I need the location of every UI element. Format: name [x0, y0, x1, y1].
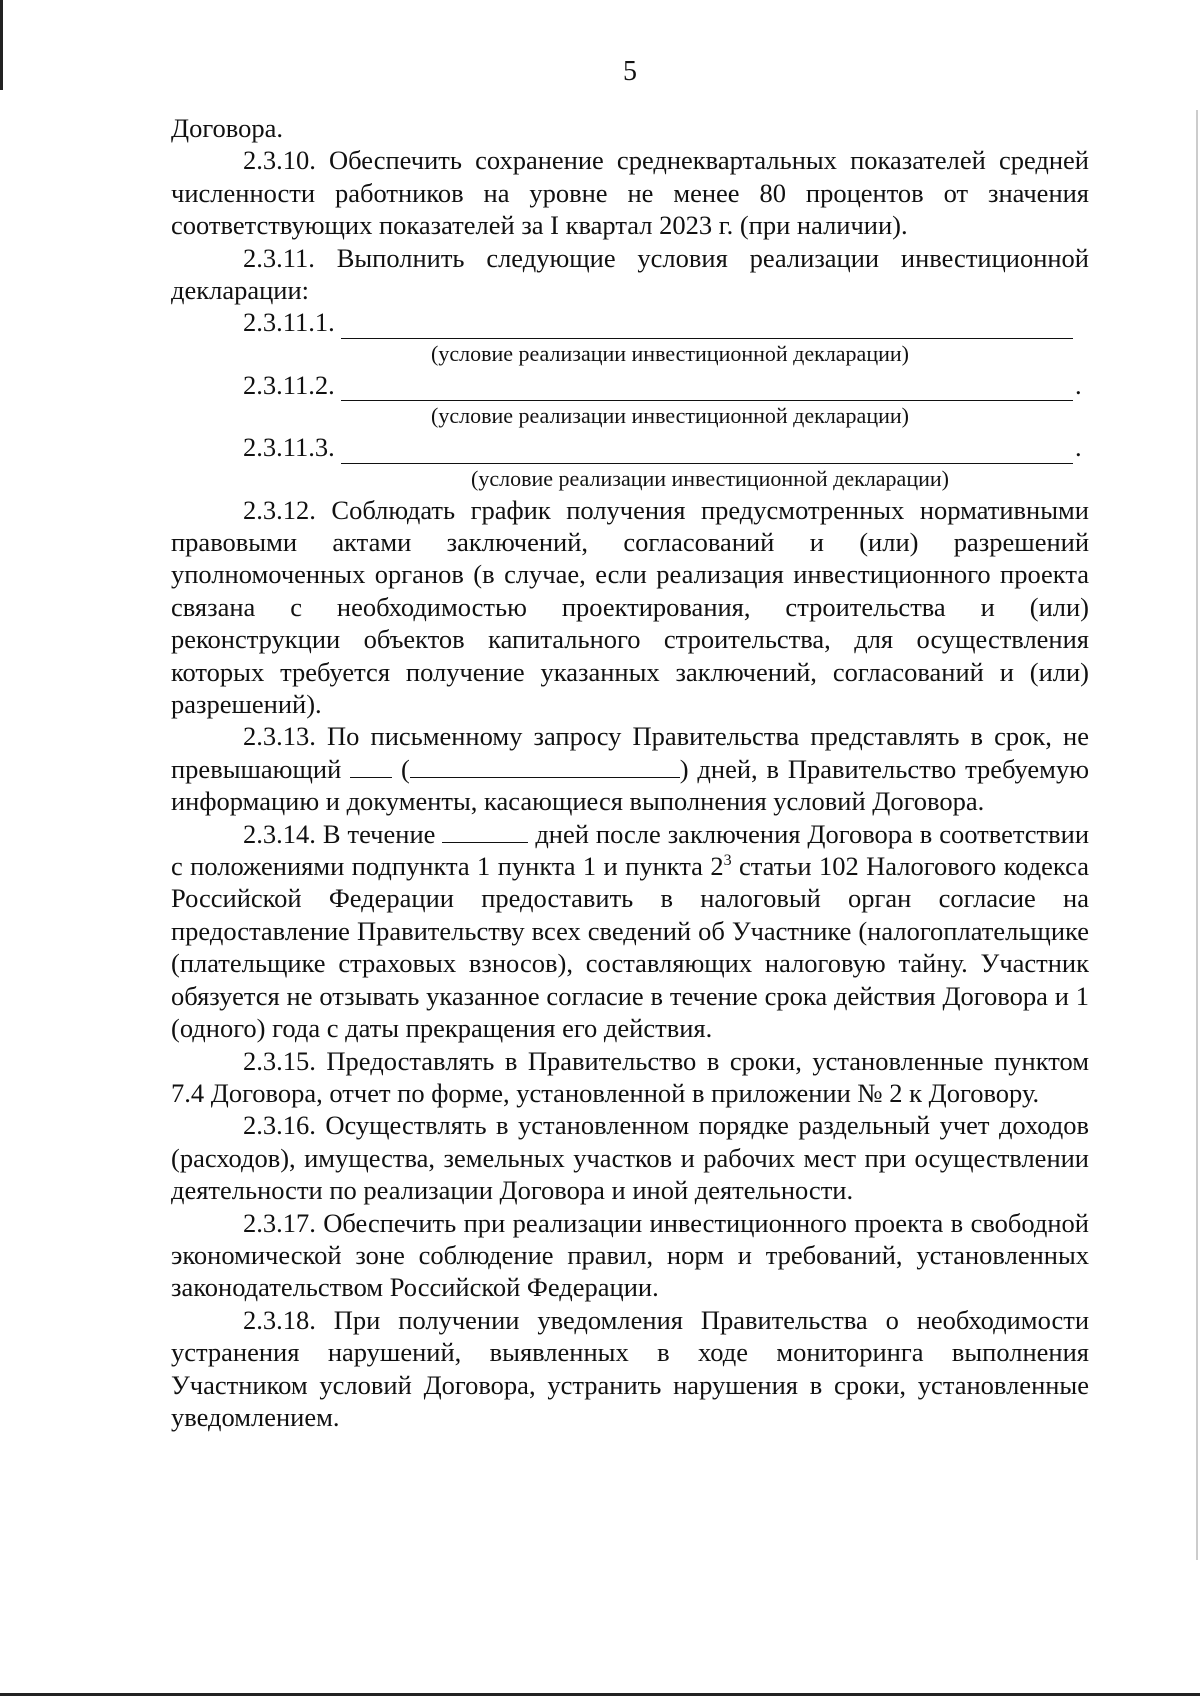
fill-item-end: .	[1075, 432, 1082, 463]
scan-edge-right	[1196, 110, 1198, 1560]
blank-field-days-words	[410, 755, 680, 778]
fill-item-2-3-11-2	[171, 369, 1089, 401]
fill-caption: (условие реализации инвестиционной декларации)	[431, 403, 909, 429]
paragraph-2-3-14	[171, 818, 1089, 1045]
scan-edge-bottom	[0, 1693, 1200, 1696]
text-segment: (	[400, 753, 410, 784]
page-number: 5	[623, 56, 637, 87]
document-body	[171, 112, 1089, 1433]
fill-blank-line	[341, 314, 1073, 339]
paragraph-2-3-17: 2.3.17. Обеспечить при реализации инвестиционного проекта в свободной экономической зоне соблюдение правил, норм и требований, установленных законодательством Российской Федерации.	[171, 1207, 1089, 1303]
fill-caption: (условие реализации инвестиционной декларации)	[431, 340, 909, 366]
fill-item-number: 2.3.11.1.	[243, 307, 335, 338]
paragraph-2-3-16: 2.3.16. Осуществлять в установленном порядке раздельный учет доходов (расходов), имущества, земельных участков и рабочих мест при осуществлении деятельности по реализации Договора и иной деятельности.	[171, 1110, 1089, 1206]
fill-item-number: 2.3.11.3.	[243, 432, 335, 463]
fill-item-2-3-11-3	[171, 431, 1089, 463]
text-segment: дней после заключения Договора в соответствии с положениями подпункта 1 пункта 1 и пункта 2	[171, 818, 1089, 882]
text-segment: статьи 102 Налогового кодекса Российской Федерации предоставить в налоговый орган согласие на предоставление Правительству всех сведений об Участнике (налогоплательщике (плательщике страховых взносов), составляющих налоговую тайну. Участник обязуется не отзывать указанное согласие в течение срока действия Договора и 1 (одного) года с даты прекращения его действия.	[171, 851, 1089, 1044]
blank-field-days	[442, 820, 528, 843]
fill-caption: (условие реализации инвестиционной декларации)	[471, 465, 949, 491]
paragraph-2-3-12: 2.3.12. Соблюдать график получения предусмотренных нормативными правовыми актами заключений, согласований и (или) разрешений уполномоченных органов (в случае, если реализация инвестиционного проекта связана с необходимостью проектирования, строительства и (или) реконструкции объектов капитального строительства, для осуществления которых требуется получение указанных заключений, согласований и (или) разрешений).	[171, 494, 1089, 720]
paragraph-continuation: Договора.	[171, 113, 284, 143]
paragraph-2-3-15: 2.3.15. Предоставлять в Правительство в сроки, установленные пунктом 7.4 Договора, отчет по форме, установленной в приложении № 2 к Договору.	[171, 1045, 1089, 1108]
paragraph-2-3-13	[171, 720, 1089, 817]
paragraph-2-3-11: 2.3.11. Выполнить следующие условия реализации инвестиционной декларации:	[171, 242, 1089, 306]
text-segment: ) дней, в Правительство требуемую информацию и документы, касающиеся выполнения условий Договора.	[171, 753, 1089, 817]
fill-item-2-3-11-1	[171, 306, 1089, 338]
text-segment: 2.3.13. По письменному запросу Правительства представлять в срок, не превышающий	[171, 721, 1089, 784]
text-segment: 2.3.14. В течение	[243, 818, 436, 849]
fill-blank-line	[341, 376, 1073, 401]
fill-item-number: 2.3.11.2.	[243, 369, 335, 400]
fill-blank-line	[341, 439, 1073, 464]
paragraph-2-3-18: 2.3.18. При получении уведомления Правительства о необходимости устранения нарушений, выявленных в ходе мониторинга выполнения Участником условий Договора, устранить нарушения в сроки, установленные уведомлением.	[171, 1304, 1089, 1432]
fill-item-end: .	[1075, 369, 1082, 400]
superscript: 3	[723, 852, 732, 870]
paragraph-2-3-10: 2.3.10. Обеспечить сохранение среднеквартальных показателей средней численности работников на уровне не менее 80 процентов от значения соответствующих показателей за I квартал 2023 г. (при наличии).	[171, 145, 1089, 241]
blank-field-days-number	[350, 755, 392, 778]
